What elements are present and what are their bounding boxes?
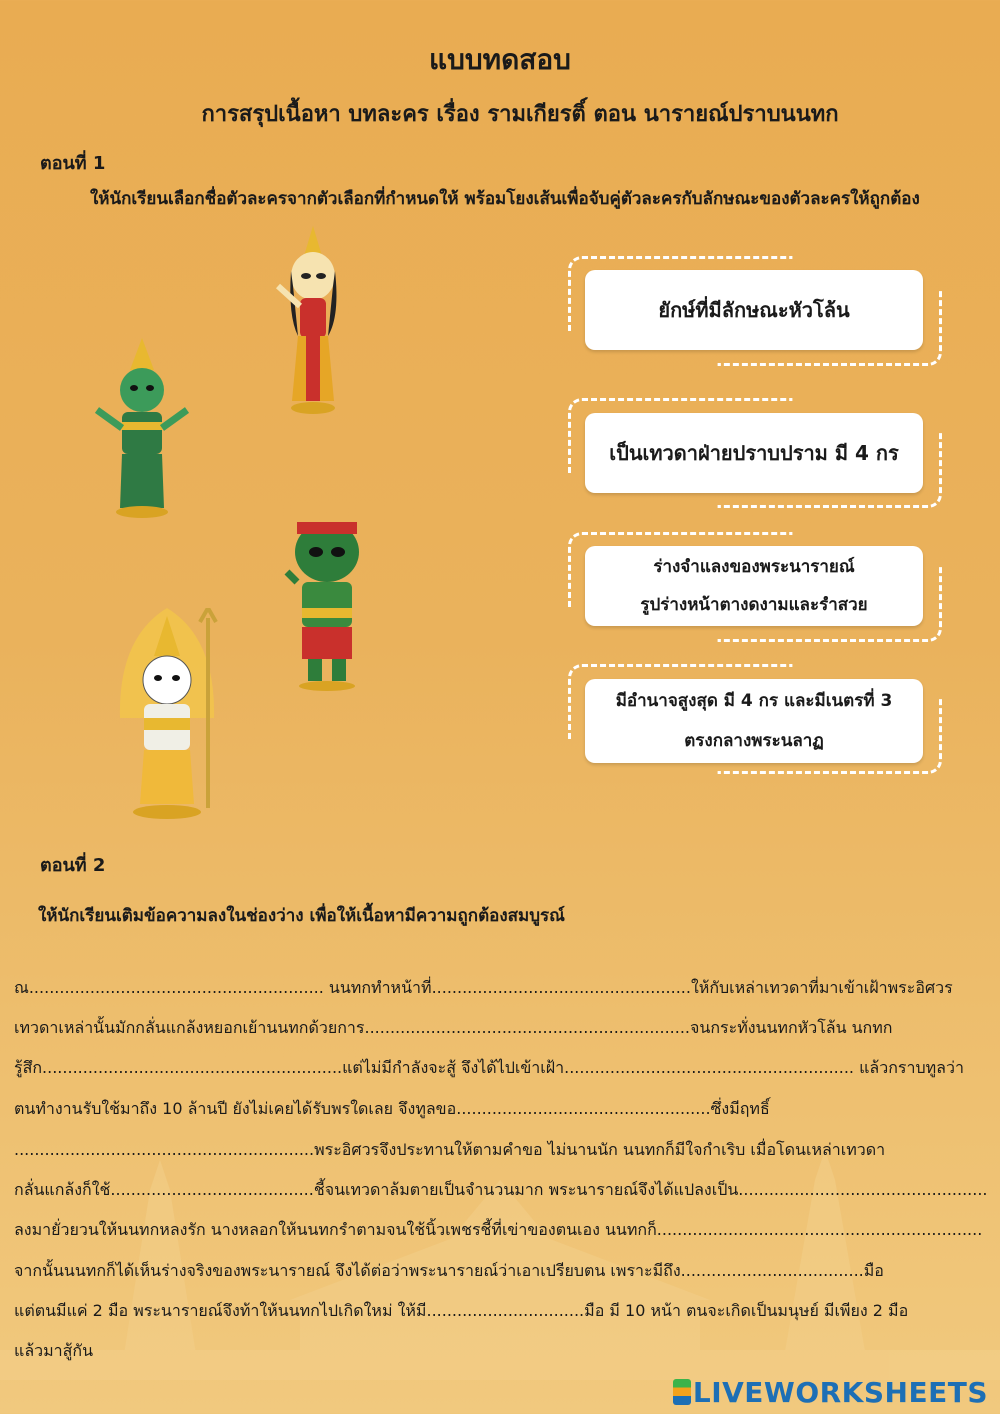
trait-card-4-line-2: ตรงกลางพระนลาฏ bbox=[684, 731, 824, 751]
fill-line-4[interactable]: ตนทำงานรับใช้มาถึง 10 ล้านปี ยังไม่เคยได้รับพรใดเลย จึงทูลขอ..................................................ซึ่งมีฤทธิ์ bbox=[14, 1099, 770, 1118]
liveworksheets-logo[interactable] bbox=[673, 1376, 988, 1409]
white-deity-character[interactable] bbox=[108, 608, 226, 822]
fill-line-9[interactable]: แต่ตนมีแค่ 2 มือ พระนารายณ์จึงท้าให้นนทกไปเกิดใหม่ ให้มี...............................มือ มี 10 หน้า ตนจะเกิดเป็นมนุษย์ มีเพียง 2 มือ bbox=[14, 1301, 909, 1320]
page-subtitle: การสรุปเนื้อหา บทละคร เรื่อง รามเกียรติ์ ตอน นารายณ์ปราบนนทก bbox=[201, 102, 839, 127]
part2-heading: ตอนที่ 2 bbox=[40, 855, 106, 876]
part1-instruction: ให้นักเรียนเลือกชื่อตัวละครจากตัวเลือกที่กำหนดให้ พร้อมโยงเส้นเพื่อจับคู่ตัวละครกับลักษณะของตัวละครให้ถูกต้อง bbox=[90, 189, 920, 209]
green-deity-character[interactable] bbox=[92, 338, 192, 518]
trait-card-1-line-1: ยักษ์ที่มีลักษณะหัวโล้น bbox=[658, 298, 850, 322]
fill-line-7[interactable]: ลงมายั่วยวนให้นนทกหลงรัก นางหลอกให้นนทกรำตามจนใช้นิ้วเพชรชี้ที่เข่าของตนเอง นนทกก็................................................................ bbox=[14, 1220, 983, 1239]
trait-card-2-line-1: เป็นเทวดาฝ่ายปราบปราม มี 4 กร bbox=[609, 441, 899, 465]
trait-card-3[interactable] bbox=[585, 546, 923, 626]
trait-card-2[interactable] bbox=[585, 413, 923, 493]
trait-card-4-line-1: มีอำนาจสูงสุด มี 4 กร และมีเนตรที่ 3 bbox=[615, 691, 893, 711]
trait-card-4[interactable] bbox=[585, 679, 923, 763]
green-giant-character[interactable] bbox=[282, 512, 372, 692]
fill-line-8[interactable]: จากนั้นนนทกก็ได้เห็นร่างจริงของพระนารายณ์ จึงได้ต่อว่าพระนารายณ์ว่าเอาเปรียบตน เพราะมีถึง....................................มือ bbox=[14, 1261, 884, 1280]
part1-heading: ตอนที่ 1 bbox=[40, 153, 106, 174]
female-dancer-character[interactable] bbox=[268, 226, 358, 416]
logo-text: LIVEWORKSHEETS bbox=[692, 1376, 988, 1409]
part2-instruction: ให้นักเรียนเติมข้อความลงในช่องว่าง เพื่อให้เนื้อหามีความถูกต้องสมบูรณ์ bbox=[38, 906, 565, 926]
trait-card-1[interactable] bbox=[585, 270, 923, 350]
fill-line-3[interactable]: รู้สึก...........................................................แต่ไม่มีกำลังจะสู้ จึงได้ไปเข้าเฝ้า......................................................... แล้วกราบทูลว่า bbox=[14, 1058, 964, 1077]
trait-card-3-line-1: ร่างจำแลงของพระนารายณ์ bbox=[653, 557, 855, 577]
logo-mark-icon bbox=[673, 1379, 691, 1405]
trait-card-3-line-2: รูปร่างหน้าตางดงามและรำสวย bbox=[640, 595, 868, 615]
fill-line-6[interactable]: กลั่นแกล้งก็ใช้........................................ชี้จนเทวดาล้มตายเป็นจำนวนมาก พระนารายณ์จึงได้แปลงเป็น................................................. bbox=[14, 1180, 988, 1199]
fill-line-2[interactable]: เทวดาเหล่านั้นมักกลั่นแกล้งหยอกเย้านนทกด้วยการ................................................................จนกระทั่งนนทกหัวโล้น นกทก bbox=[14, 1018, 893, 1037]
fill-line-5[interactable]: ...........................................................พระอิศวรจึงประทานให้ตามคำขอ ไม่นานนัก นนทกก็มีใจกำเริบ เมื่อโดนเหล่าเทวดา bbox=[14, 1140, 886, 1159]
fill-line-10: แล้วมาสู้กัน bbox=[14, 1341, 94, 1360]
fill-line-1[interactable]: ณ.......................................................... นนทกทำหน้าที่...................................................ให้กับเหล่าเทวดาที่มาเข้าเฝ้าพระอิศวร bbox=[14, 978, 953, 997]
page-title: แบบทดสอบ bbox=[429, 43, 571, 76]
